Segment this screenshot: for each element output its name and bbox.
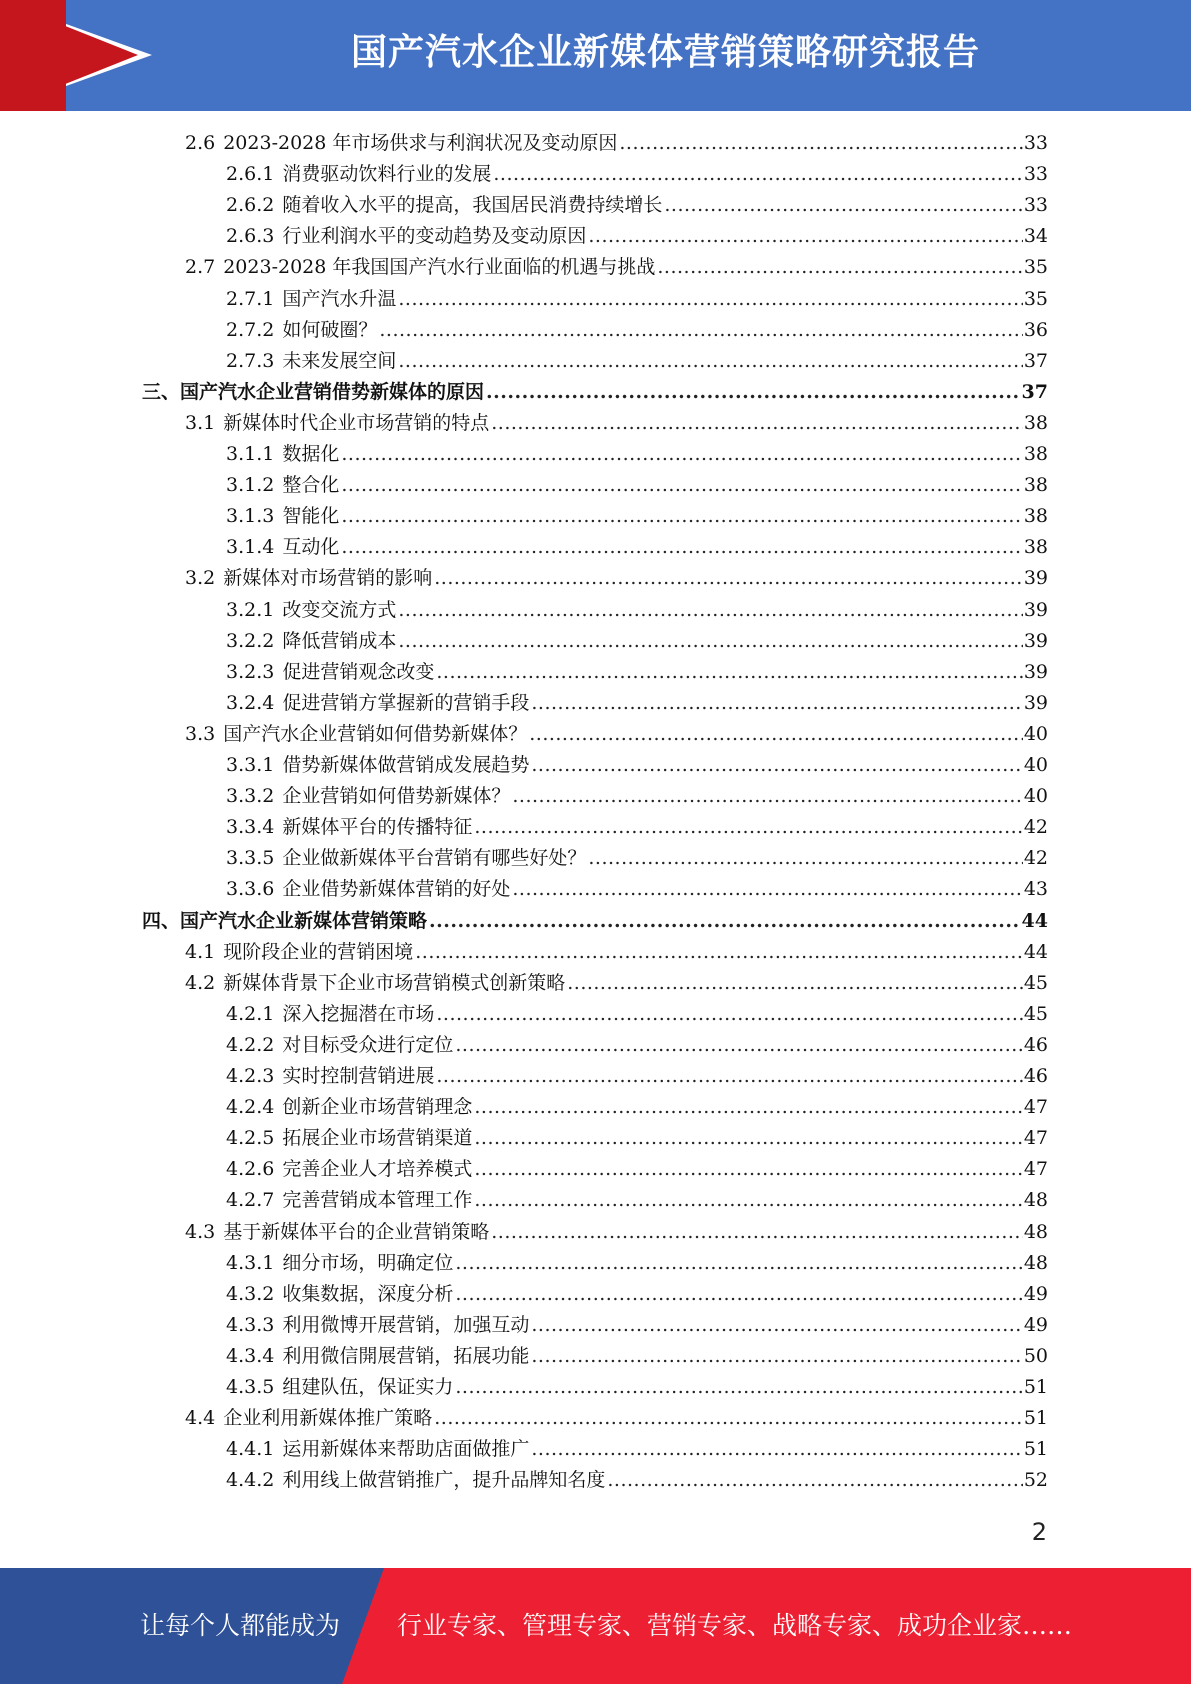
toc-entry-number: 3.3.5 xyxy=(226,847,275,870)
toc-entry-title: 拓展企业市场营销渠道 xyxy=(282,1127,473,1150)
toc-entry-title: 新媒体平台的传播特征 xyxy=(282,816,473,839)
toc-entry-title: 利用微信開展营销，拓展功能 xyxy=(282,1344,530,1367)
toc-subsection-entry[interactable] xyxy=(226,470,1048,501)
toc-entry-number: 3.1 xyxy=(185,411,216,434)
toc-entry-page: 38 xyxy=(1023,474,1048,497)
toc-entry-page: 46 xyxy=(1023,1065,1048,1087)
toc-dot-leader xyxy=(434,563,1023,594)
toc-entry-number: 4.3.4 xyxy=(226,1344,275,1367)
header-red-block xyxy=(0,0,66,111)
toc-entry-title: 基于新媒体平台的企业营销策略 xyxy=(223,1220,490,1243)
toc-entry-page: 35 xyxy=(1023,256,1048,279)
toc-entry-page: 36 xyxy=(1023,318,1048,341)
toc-dot-leader xyxy=(619,128,1022,159)
toc-entry-number: 2.6 xyxy=(185,132,216,154)
toc-entry-title: 促进营销方掌握新的营销手段 xyxy=(282,691,530,714)
toc-chapter-entry[interactable] xyxy=(142,906,1048,937)
toc-dot-leader xyxy=(341,532,1022,563)
toc-entry-number: 2.7 xyxy=(185,256,216,279)
toc-entry-page: 39 xyxy=(1023,567,1048,590)
toc-section-entry[interactable] xyxy=(185,1403,1048,1434)
toc-dot-leader xyxy=(493,159,1022,190)
toc-entry-title: 实时控制营销进展 xyxy=(282,1065,435,1087)
toc-entry-title: 数据化 xyxy=(282,443,340,465)
toc-entry-number: 2.6.3 xyxy=(226,225,275,248)
toc-entry-page: 43 xyxy=(1023,878,1048,901)
toc-entry-page: 50 xyxy=(1023,1344,1048,1367)
toc-subsection-entry[interactable] xyxy=(226,1030,1048,1061)
toc-dot-leader xyxy=(512,781,1022,812)
toc-entry-page: 48 xyxy=(1023,1189,1048,1212)
toc-entry-page: 38 xyxy=(1023,411,1048,434)
toc-dot-leader xyxy=(341,470,1022,501)
toc-subsection-entry[interactable] xyxy=(226,1465,1048,1496)
header-banner xyxy=(0,0,1191,111)
toc-entry-page: 52 xyxy=(1023,1469,1048,1492)
toc-entry-number: 4.2.3 xyxy=(226,1065,275,1087)
toc-entry-page: 35 xyxy=(1023,287,1048,310)
toc-entry-page: 39 xyxy=(1023,691,1048,714)
toc-entry-number: 3.1.1 xyxy=(226,443,275,465)
toc-subsection-entry[interactable] xyxy=(226,315,1048,346)
toc-entry-page: 40 xyxy=(1023,785,1048,808)
toc-entry-title: 运用新媒体来帮助店面做推广 xyxy=(282,1438,530,1461)
toc-subsection-entry[interactable] xyxy=(226,1248,1048,1279)
toc-entry-title: 企业营销如何借势新媒体？ xyxy=(282,785,511,808)
toc-entry-page: 38 xyxy=(1023,536,1048,559)
toc-entry-number: 3.1.4 xyxy=(226,536,275,559)
page-number: 2 xyxy=(1031,1518,1047,1546)
toc-subsection-entry[interactable] xyxy=(226,657,1048,688)
toc-subsection-entry[interactable] xyxy=(226,159,1048,190)
toc-entry-title: 随着收入水平的提高，我国居民消费持续增长 xyxy=(282,194,663,217)
toc-entry-number: 3.3.6 xyxy=(226,878,275,901)
toc-entry-number: 2.7.3 xyxy=(226,349,275,372)
toc-dot-leader xyxy=(455,1030,1022,1061)
toc-entry-number: 4.4.2 xyxy=(226,1469,275,1492)
toc-entry-page: 39 xyxy=(1023,660,1048,683)
toc-subsection-entry[interactable] xyxy=(226,1154,1048,1185)
toc-subsection-entry[interactable] xyxy=(226,874,1048,905)
toc-dot-leader xyxy=(657,252,1022,283)
toc-entry-number: 3.2.4 xyxy=(226,691,275,714)
toc-entry-number: 3.1.3 xyxy=(226,505,275,528)
toc-entry-page: 47 xyxy=(1023,1127,1048,1150)
toc-entry-number: 3.2.3 xyxy=(226,660,275,683)
toc-subsection-entry[interactable] xyxy=(226,1092,1048,1123)
toc-subsection-entry[interactable] xyxy=(226,1372,1048,1403)
toc-dot-leader xyxy=(531,688,1022,719)
toc-entry-number: 3.3.1 xyxy=(226,754,275,776)
toc-subsection-entry[interactable] xyxy=(226,688,1048,719)
toc-entry-page: 47 xyxy=(1023,1158,1048,1181)
toc-dot-leader xyxy=(434,1403,1023,1434)
toc-entry-number: 三、 xyxy=(142,380,181,403)
toc-dot-leader xyxy=(429,906,1021,937)
toc-dot-leader xyxy=(341,501,1022,532)
toc-dot-leader xyxy=(474,812,1022,843)
footer-slogan-right: 行业专家、管理专家、营销专家、战略专家、成功企业家…… xyxy=(397,1611,1073,1640)
toc-section-entry[interactable] xyxy=(185,1217,1048,1248)
toc-entry-title: 新媒体背景下企业市场营销模式创新策略 xyxy=(223,971,566,994)
toc-entry-title: 智能化 xyxy=(282,505,340,528)
toc-dot-leader xyxy=(486,377,1021,408)
toc-entry-page: 40 xyxy=(1023,722,1048,745)
toc-subsection-entry[interactable] xyxy=(226,843,1048,874)
toc-section-entry[interactable] xyxy=(185,968,1048,999)
toc-entry-number: 2.6.2 xyxy=(226,194,275,217)
toc-entry-title: 深入挖掘潜在市场 xyxy=(282,1002,435,1025)
toc-entry-page: 39 xyxy=(1023,598,1048,621)
toc-subsection-entry[interactable] xyxy=(226,1341,1048,1372)
toc-entry-page: 51 xyxy=(1023,1407,1048,1430)
toc-entry-number: 4.2 xyxy=(185,971,216,994)
toc-entry-number: 4.3.3 xyxy=(226,1313,275,1336)
toc-entry-title: 改变交流方式 xyxy=(282,598,397,621)
toc-section-entry[interactable] xyxy=(185,128,1048,159)
toc-entry-page: 49 xyxy=(1023,1313,1048,1336)
toc-subsection-entry[interactable] xyxy=(226,1434,1048,1465)
toc-entry-number: 4.2.7 xyxy=(226,1189,275,1212)
toc-dot-leader xyxy=(531,750,1022,781)
toc-entry-title: 消费驱动饮料行业的发展 xyxy=(282,163,492,186)
toc-subsection-entry[interactable] xyxy=(226,190,1048,221)
toc-entry-number: 4.3.5 xyxy=(226,1376,275,1398)
toc-subsection-entry[interactable] xyxy=(226,1279,1048,1310)
toc-entry-title: 国产汽水企业营销如何借势新媒体？ xyxy=(223,722,528,745)
toc-entry-title: 完善营销成本管理工作 xyxy=(282,1189,473,1212)
toc-subsection-entry[interactable] xyxy=(226,626,1048,657)
toc-entry-title: 国产汽水升温 xyxy=(282,287,397,310)
toc-entry-number: 4.2.6 xyxy=(226,1158,275,1181)
toc-dot-leader xyxy=(455,1248,1022,1279)
toc-subsection-entry[interactable] xyxy=(226,501,1048,532)
toc-subsection-entry[interactable] xyxy=(226,1123,1048,1154)
toc-entry-title: 细分市场，明确定位 xyxy=(282,1251,454,1274)
toc-entry-title: 国产汽水企业新媒体营销策略 xyxy=(180,909,428,932)
toc-entry-page: 42 xyxy=(1023,847,1048,870)
toc-subsection-entry[interactable] xyxy=(226,781,1048,812)
toc-entry-number: 2.6.1 xyxy=(226,163,275,186)
toc-entry-title: 促进营销观念改变 xyxy=(282,660,435,683)
toc-entry-title: 利用微博开展营销，加强互动 xyxy=(282,1313,530,1336)
toc-entry-page: 33 xyxy=(1023,194,1048,217)
toc-entry-page: 38 xyxy=(1023,443,1048,465)
toc-entry-page: 49 xyxy=(1023,1282,1048,1305)
toc-dot-leader xyxy=(588,221,1022,252)
toc-entry-title: 现阶段企业的营销困境 xyxy=(223,940,414,963)
toc-entry-title: 如何破圈？ xyxy=(282,318,378,341)
toc-dot-leader xyxy=(474,1154,1022,1185)
toc-subsection-entry[interactable] xyxy=(226,532,1048,563)
toc-entry-page: 51 xyxy=(1023,1438,1048,1461)
toc-entry-title: 完善企业人才培养模式 xyxy=(282,1158,473,1181)
toc-entry-title: 利用线上做营销推广，提升品牌知名度 xyxy=(282,1469,606,1492)
toc-dot-leader xyxy=(531,1341,1022,1372)
toc-entry-number: 3.1.2 xyxy=(226,474,275,497)
toc-dot-leader xyxy=(436,999,1022,1030)
toc-entry-number: 4.2.4 xyxy=(226,1096,275,1119)
toc-entry-title: 国产汽水企业营销借势新媒体的原因 xyxy=(180,380,485,403)
toc-dot-leader xyxy=(436,1061,1022,1092)
toc-entry-title: 组建队伍，保证实力 xyxy=(282,1376,454,1398)
toc-entry-number: 4.3.2 xyxy=(226,1282,275,1305)
toc-entry-page: 46 xyxy=(1023,1033,1048,1056)
toc-entry-title: 企业做新媒体平台营销有哪些好处？ xyxy=(282,847,587,870)
report-title: 国产汽水企业新媒体营销策略研究报告 xyxy=(350,32,980,73)
toc-entry-title: 新媒体对市场营销的影响 xyxy=(223,567,433,590)
toc-entry-page: 37 xyxy=(1021,380,1048,403)
toc-dot-leader xyxy=(491,1217,1023,1248)
toc-entry-title: 2023-2028 年市场供求与利润状况及变动原因 xyxy=(223,132,618,154)
toc-entry-title: 2023-2028 年我国国产汽水行业面临的机遇与挑战 xyxy=(223,256,656,279)
toc-entry-title: 降低营销成本 xyxy=(282,629,397,652)
toc-entry-page: 51 xyxy=(1023,1376,1048,1398)
toc-entry-number: 3.2.2 xyxy=(226,629,275,652)
toc-entry-page: 47 xyxy=(1023,1096,1048,1119)
toc-section-entry[interactable] xyxy=(185,719,1048,750)
toc-dot-leader xyxy=(567,968,1023,999)
footer-slogan-left: 让每个人都能成为 xyxy=(140,1611,341,1640)
toc-entry-page: 45 xyxy=(1023,1002,1048,1025)
toc-dot-leader xyxy=(415,937,1023,968)
toc-dot-leader xyxy=(398,284,1022,315)
toc-dot-leader xyxy=(664,190,1022,221)
toc-entry-number: 4.2.2 xyxy=(226,1033,275,1056)
toc-entry-page: 40 xyxy=(1023,754,1048,776)
toc-entry-page: 48 xyxy=(1023,1251,1048,1274)
toc-entry-title: 企业利用新媒体推广策略 xyxy=(223,1407,433,1430)
toc-entry-title: 收集数据，深度分析 xyxy=(282,1282,454,1305)
toc-subsection-entry[interactable] xyxy=(226,999,1048,1030)
toc-entry-number: 4.3.1 xyxy=(226,1251,275,1274)
toc-dot-leader xyxy=(588,843,1022,874)
toc-subsection-entry[interactable] xyxy=(226,1185,1048,1216)
toc-entry-title: 新媒体时代企业市场营销的特点 xyxy=(223,411,490,434)
toc-dot-leader xyxy=(529,719,1023,750)
toc-subsection-entry[interactable] xyxy=(226,812,1048,843)
toc-section-entry[interactable] xyxy=(185,563,1048,594)
toc-dot-leader xyxy=(455,1372,1022,1403)
toc-dot-leader xyxy=(398,346,1022,377)
toc-section-entry[interactable] xyxy=(185,408,1048,439)
toc-dot-leader xyxy=(474,1123,1022,1154)
toc-section-entry[interactable] xyxy=(185,937,1048,968)
toc-entry-number: 3.2.1 xyxy=(226,598,275,621)
toc-entry-title: 未来发展空间 xyxy=(282,349,397,372)
toc-dot-leader xyxy=(455,1279,1022,1310)
toc-entry-number: 4.2.5 xyxy=(226,1127,275,1150)
toc-subsection-entry[interactable] xyxy=(226,595,1048,626)
toc-subsection-entry[interactable] xyxy=(226,439,1048,470)
toc-dot-leader xyxy=(398,626,1022,657)
toc-entry-page: 39 xyxy=(1023,629,1048,652)
footer-banner xyxy=(0,1568,1191,1684)
toc-entry-page: 44 xyxy=(1023,940,1048,963)
toc-chapter-entry[interactable] xyxy=(142,377,1048,408)
toc-dot-leader xyxy=(531,1310,1022,1341)
toc-subsection-entry[interactable] xyxy=(226,1061,1048,1092)
toc-subsection-entry[interactable] xyxy=(226,221,1048,252)
toc-subsection-entry[interactable] xyxy=(226,284,1048,315)
toc-entry-number: 4.2.1 xyxy=(226,1002,275,1025)
toc-entry-number: 4.4.1 xyxy=(226,1438,275,1461)
toc-entry-number: 3.2 xyxy=(185,567,216,590)
toc-subsection-entry[interactable] xyxy=(226,750,1048,781)
toc-dot-leader xyxy=(491,408,1023,439)
toc-entry-title: 整合化 xyxy=(282,474,340,497)
toc-entry-title: 对目标受众进行定位 xyxy=(282,1033,454,1056)
toc-dot-leader xyxy=(474,1185,1022,1216)
toc-subsection-entry[interactable] xyxy=(226,346,1048,377)
toc-entry-page: 33 xyxy=(1023,163,1048,186)
toc-entry-page: 48 xyxy=(1023,1220,1048,1243)
toc-entry-number: 2.7.1 xyxy=(226,287,275,310)
toc-entry-number: 4.3 xyxy=(185,1220,216,1243)
toc-entry-page: 42 xyxy=(1023,816,1048,839)
toc-entry-title: 企业借势新媒体营销的好处 xyxy=(282,878,511,901)
toc-subsection-entry[interactable] xyxy=(226,1310,1048,1341)
toc-entry-page: 45 xyxy=(1023,971,1048,994)
toc-entry-number: 4.1 xyxy=(185,940,216,963)
toc-section-entry[interactable] xyxy=(185,252,1048,283)
toc-dot-leader xyxy=(341,439,1022,470)
toc-entry-page: 44 xyxy=(1021,909,1048,932)
toc-entry-page: 38 xyxy=(1023,505,1048,528)
toc-dot-leader xyxy=(379,315,1022,346)
toc-entry-number: 3.3 xyxy=(185,722,216,745)
toc-entry-number: 四、 xyxy=(142,909,181,932)
toc-entry-page: 37 xyxy=(1023,349,1048,372)
toc-entry-number: 3.3.2 xyxy=(226,785,275,808)
toc-dot-leader xyxy=(398,595,1022,626)
toc-entry-number: 2.7.2 xyxy=(226,318,275,341)
toc-entry-number: 3.3.4 xyxy=(226,816,275,839)
toc-entry-title: 借势新媒体做营销成发展趋势 xyxy=(282,754,530,776)
toc-dot-leader xyxy=(436,657,1022,688)
toc-entry-page: 34 xyxy=(1023,225,1048,248)
toc-dot-leader xyxy=(607,1465,1022,1496)
toc-entry-title: 创新企业市场营销理念 xyxy=(282,1096,473,1119)
toc-dot-leader xyxy=(474,1092,1022,1123)
toc-entry-title: 行业利润水平的变动趋势及变动原因 xyxy=(282,225,587,248)
toc-dot-leader xyxy=(531,1434,1022,1465)
toc-entry-title: 互动化 xyxy=(282,536,340,559)
toc-entry-number: 4.4 xyxy=(185,1407,216,1430)
toc-dot-leader xyxy=(512,874,1022,905)
toc-entry-page: 33 xyxy=(1023,132,1048,154)
